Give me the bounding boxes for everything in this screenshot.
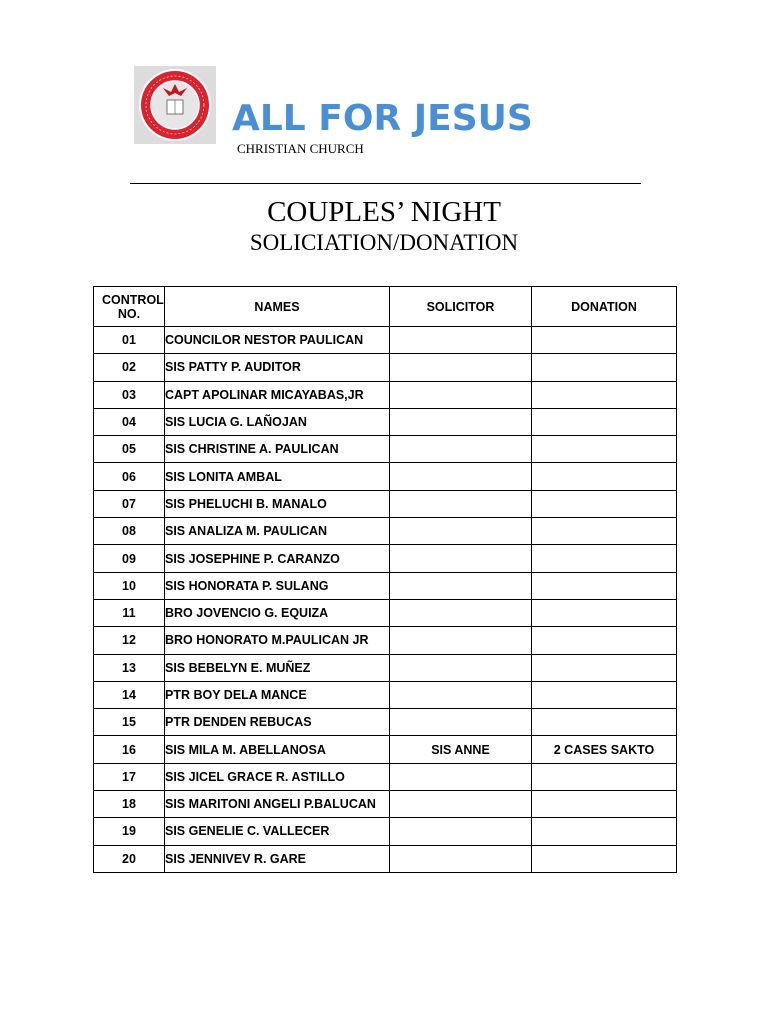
control-no-cell: 08 — [94, 518, 165, 545]
control-no-cell: 12 — [94, 627, 165, 654]
control-no-cell: 04 — [94, 408, 165, 435]
name-cell: COUNCILOR NESTOR PAULICAN — [165, 327, 390, 354]
name-cell: SIS MARITONI ANGELI P.BALUCAN — [165, 791, 390, 818]
table-header-row — [94, 287, 677, 327]
solicitor-cell — [390, 845, 532, 872]
header-divider — [130, 183, 641, 184]
solicitor-cell — [390, 681, 532, 708]
solicitor-cell — [390, 599, 532, 626]
name-cell: SIS GENELIE C. VALLECER — [165, 818, 390, 845]
donation-cell — [532, 791, 677, 818]
table-row — [94, 518, 677, 545]
church-name: ALL FOR JESUS — [232, 98, 533, 139]
name-cell: PTR BOY DELA MANCE — [165, 681, 390, 708]
donation-table — [93, 286, 677, 873]
solicitor-cell — [390, 408, 532, 435]
control-no-cell: 06 — [94, 463, 165, 490]
solicitor-cell: SIS ANNE — [390, 736, 532, 763]
donation-cell — [532, 763, 677, 790]
name-cell: SIS LONITA AMBAL — [165, 463, 390, 490]
donation-cell — [532, 327, 677, 354]
donation-cell — [532, 463, 677, 490]
name-cell: SIS PHELUCHI B. MANALO — [165, 490, 390, 517]
control-no-cell: 07 — [94, 490, 165, 517]
solicitor-cell — [390, 572, 532, 599]
donation-cell — [532, 599, 677, 626]
control-no-cell: 01 — [94, 327, 165, 354]
donation-cell — [532, 381, 677, 408]
table-row — [94, 627, 677, 654]
control-no-cell: 10 — [94, 572, 165, 599]
donation-cell — [532, 818, 677, 845]
control-no-cell: 15 — [94, 709, 165, 736]
page-title: COUPLES’ NIGHT — [267, 196, 501, 228]
table-row — [94, 327, 677, 354]
control-no-cell: 16 — [94, 736, 165, 763]
table-row — [94, 408, 677, 435]
name-cell: SIS JICEL GRACE R. ASTILLO — [165, 763, 390, 790]
name-cell: SIS CHRISTINE A. PAULICAN — [165, 436, 390, 463]
control-no-cell: 19 — [94, 818, 165, 845]
control-no-cell: 14 — [94, 681, 165, 708]
donation-cell — [532, 518, 677, 545]
table-row — [94, 463, 677, 490]
name-cell: CAPT APOLINAR MICAYABAS,JR — [165, 381, 390, 408]
table-row — [94, 736, 677, 763]
donation-cell — [532, 654, 677, 681]
donation-cell — [532, 709, 677, 736]
table-row — [94, 818, 677, 845]
donation-cell — [532, 627, 677, 654]
table-row — [94, 490, 677, 517]
donation-cell — [532, 572, 677, 599]
solicitor-cell — [390, 627, 532, 654]
donation-cell — [532, 408, 677, 435]
solicitor-cell — [390, 545, 532, 572]
control-no-cell: 09 — [94, 545, 165, 572]
table-row — [94, 681, 677, 708]
name-cell: SIS BEBELYN E. MUÑEZ — [165, 654, 390, 681]
control-no-cell: 13 — [94, 654, 165, 681]
church-type: CHRISTIAN CHURCH — [237, 141, 364, 156]
solicitor-cell — [390, 763, 532, 790]
name-cell: PTR DENDEN REBUCAS — [165, 709, 390, 736]
control-no-cell: 03 — [94, 381, 165, 408]
name-cell: SIS PATTY P. AUDITOR — [165, 354, 390, 381]
solicitor-cell — [390, 327, 532, 354]
solicitor-cell — [390, 463, 532, 490]
name-cell: BRO HONORATO M.PAULICAN JR — [165, 627, 390, 654]
name-cell: SIS JENNIVEV R. GARE — [165, 845, 390, 872]
table-row — [94, 654, 677, 681]
solicitor-cell — [390, 436, 532, 463]
solicitor-cell — [390, 818, 532, 845]
donation-cell — [532, 436, 677, 463]
table-row — [94, 354, 677, 381]
header-names: NAMES — [165, 287, 390, 327]
donation-cell: 2 CASES SAKTO — [532, 736, 677, 763]
solicitor-cell — [390, 518, 532, 545]
control-no-cell: 05 — [94, 436, 165, 463]
table-row — [94, 845, 677, 872]
name-cell: SIS LUCIA G. LAÑOJAN — [165, 408, 390, 435]
solicitor-cell — [390, 354, 532, 381]
name-cell: SIS HONORATA P. SULANG — [165, 572, 390, 599]
donation-cell — [532, 354, 677, 381]
solicitor-cell — [390, 709, 532, 736]
header-solicitor: SOLICITOR — [390, 287, 532, 327]
table-row — [94, 436, 677, 463]
table-row — [94, 381, 677, 408]
control-no-cell: 11 — [94, 599, 165, 626]
name-cell: SIS ANALIZA M. PAULICAN — [165, 518, 390, 545]
solicitor-cell — [390, 381, 532, 408]
donation-cell — [532, 845, 677, 872]
table-row — [94, 763, 677, 790]
donation-cell — [532, 545, 677, 572]
donation-cell — [532, 490, 677, 517]
table-row — [94, 545, 677, 572]
table-row — [94, 599, 677, 626]
header-control-no: CONTROL NO. — [94, 287, 165, 327]
name-cell: SIS MILA M. ABELLANOSA — [165, 736, 390, 763]
donation-cell — [532, 681, 677, 708]
control-no-cell: 17 — [94, 763, 165, 790]
solicitor-cell — [390, 791, 532, 818]
name-cell: BRO JOVENCIO G. EQUIZA — [165, 599, 390, 626]
church-logo — [134, 66, 216, 144]
control-no-cell: 20 — [94, 845, 165, 872]
table-row — [94, 791, 677, 818]
table-row — [94, 709, 677, 736]
table-row — [94, 572, 677, 599]
header-donation: DONATION — [532, 287, 677, 327]
page-subtitle: SOLICIATION/DONATION — [249, 230, 519, 255]
name-cell: SIS JOSEPHINE P. CARANZO — [165, 545, 390, 572]
solicitor-cell — [390, 654, 532, 681]
control-no-cell: 02 — [94, 354, 165, 381]
control-no-cell: 18 — [94, 791, 165, 818]
solicitor-cell — [390, 490, 532, 517]
